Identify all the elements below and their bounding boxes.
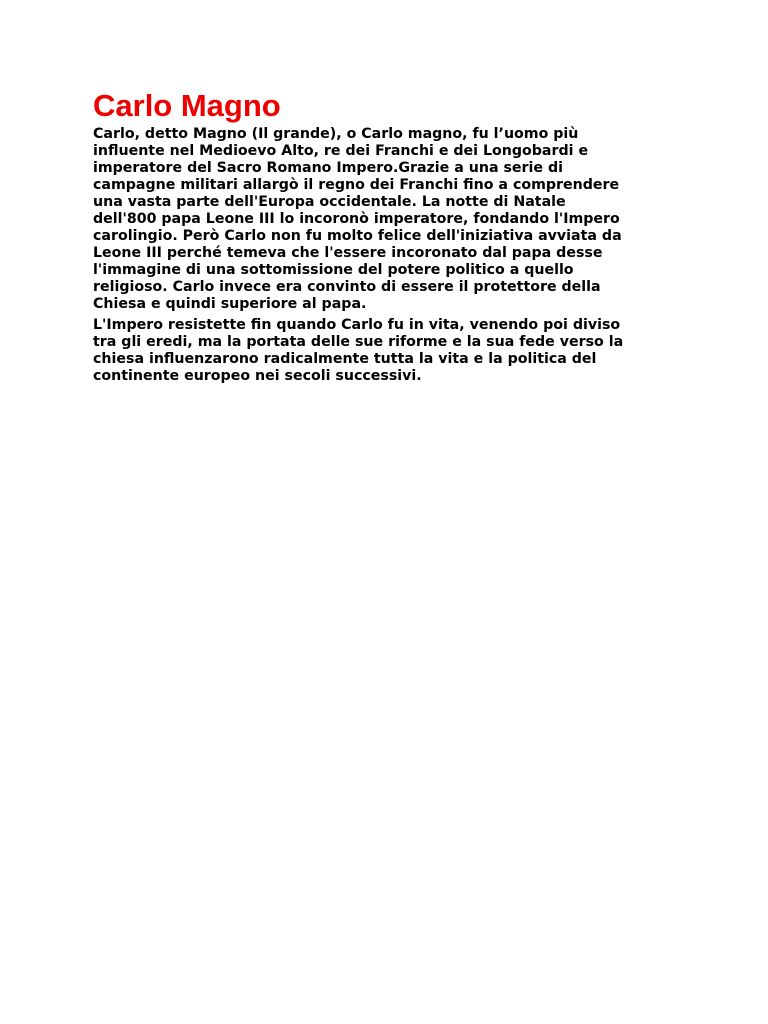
paragraph-1: Carlo, detto Magno (Il grande), o Carlo magno, fu l’uomo più influente nel Medioevo Alto, re dei Franchi e dei Longobardi e imperatore del Sacro Romano Impero.Grazie a una serie di campagne militari allargò il regno dei Franchi fino a comprendere una vasta parte dell'Europa occidentale. La notte di Natale dell'800 papa Leone III lo incoronò imperatore, fondando l'Impero carolingio. Però Carlo non fu molto felice dell'iniziativa avviata da Leone III perché temeva che l'essere incoronato dal papa desse l'immagine di una sottomissione del potere politico a quello religioso. Carlo invece era convinto di essere il protettore della Chiesa e quindi superiore al papa. [93,126,622,312]
page-title: Carlo Magno [93,88,281,123]
paragraph-2: L'Impero resistette fin quando Carlo fu in vita, venendo poi diviso tra gli eredi, ma la portata delle sue riforme e la sua fede verso la chiesa influenzarono radicalmente tutta la vita e la politica del continente europeo nei secoli successivi. [93,317,624,384]
document-content [93,86,683,385]
